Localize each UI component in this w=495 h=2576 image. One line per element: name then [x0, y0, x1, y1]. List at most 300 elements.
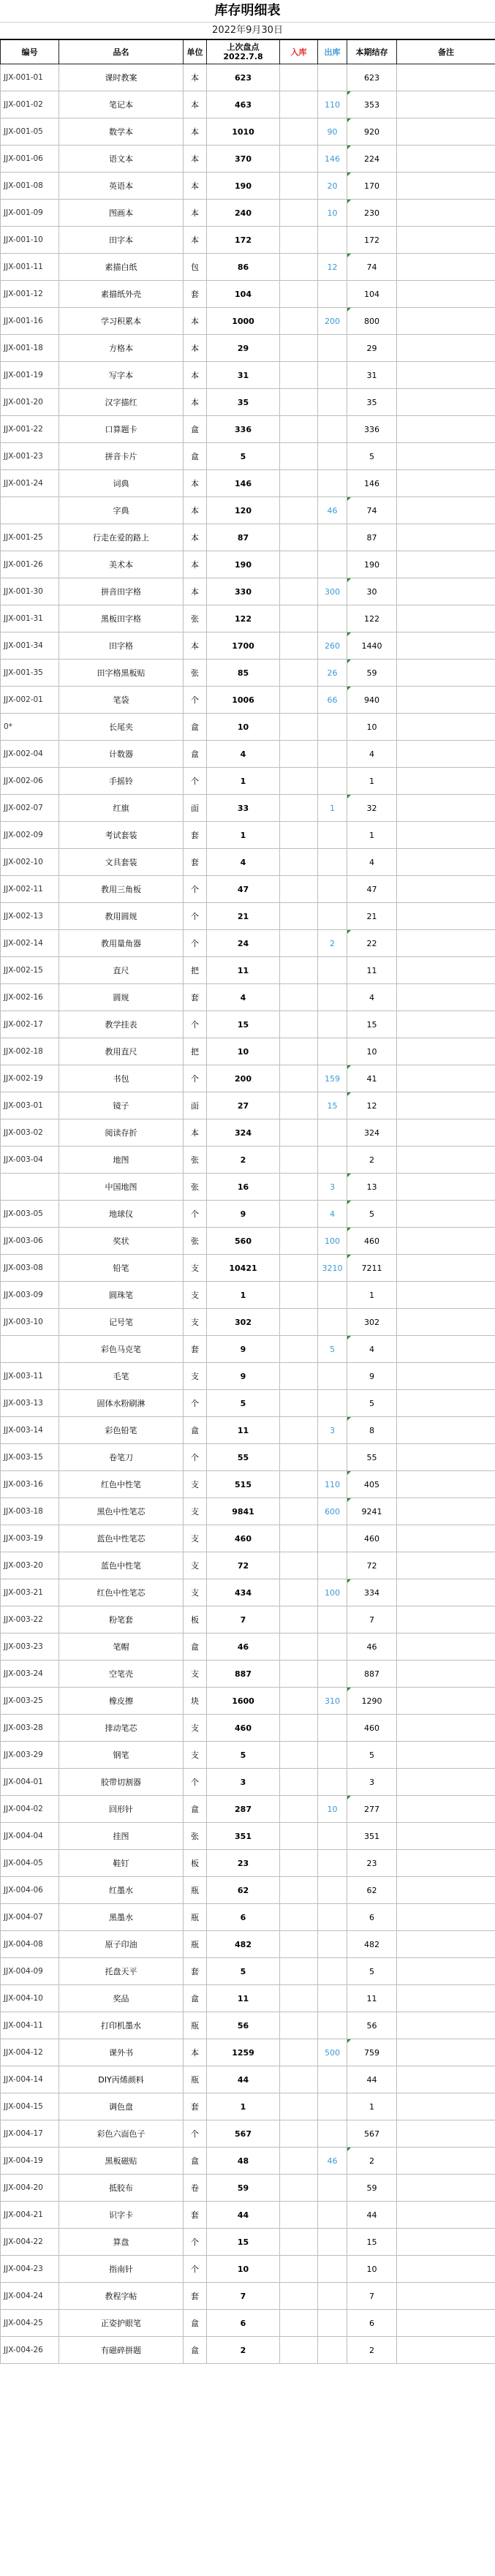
cell-in: [280, 1363, 318, 1390]
cell-name: 中国地图: [59, 1174, 184, 1201]
cell-stock: 1440: [347, 632, 397, 660]
cell-name: 长尾夹: [59, 714, 184, 741]
cell-in: [280, 1065, 318, 1092]
cell-out: 310: [318, 1688, 347, 1715]
cell-note: [397, 1363, 495, 1390]
cell-in: [280, 416, 318, 443]
cell-name: 蓝色中性笔芯: [59, 1525, 184, 1552]
cell-in: [280, 362, 318, 389]
cell-last-count: 72: [207, 1552, 280, 1579]
cell-last-count: 21: [207, 903, 280, 930]
cell-last-count: 567: [207, 2120, 280, 2148]
cell-unit: 支: [184, 1498, 207, 1525]
cell-note: [397, 470, 495, 497]
cell-name: 考试套装: [59, 822, 184, 849]
cell-code: JJX-003-15: [1, 1444, 59, 1471]
cell-last-count: 146: [207, 470, 280, 497]
cell-code: JJX-004-10: [1, 1985, 59, 2012]
cell-unit: 支: [184, 1525, 207, 1552]
cell-out: [318, 2310, 347, 2337]
cell-out: [318, 1633, 347, 1661]
table-row: [1, 822, 495, 849]
cell-in: [280, 389, 318, 416]
cell-out: [318, 1958, 347, 1985]
table-row: [1, 308, 495, 335]
cell-unit: 支: [184, 1742, 207, 1769]
cell-in: [280, 281, 318, 308]
cell-note: [397, 741, 495, 768]
cell-code: JJX-004-06: [1, 1877, 59, 1904]
cell-unit: 本: [184, 497, 207, 524]
cell-stock: 405: [347, 1471, 397, 1498]
table-row: [1, 1336, 495, 1363]
cell-note: [397, 362, 495, 389]
cell-last-count: 1259: [207, 2039, 280, 2066]
cell-name: 数学本: [59, 118, 184, 146]
cell-name: 奖状: [59, 1228, 184, 1255]
cell-in: [280, 2337, 318, 2364]
cell-out: 4: [318, 1201, 347, 1228]
cell-code: JJX-003-20: [1, 1552, 59, 1579]
cell-unit: 个: [184, 1011, 207, 1038]
cell-out: 300: [318, 578, 347, 605]
cell-last-count: 1600: [207, 1688, 280, 1715]
cell-note: [397, 1417, 495, 1444]
table-row: [1, 1174, 495, 1201]
header-note: 备注: [397, 40, 495, 64]
cell-name: 方格本: [59, 335, 184, 362]
cell-unit: 板: [184, 1606, 207, 1633]
cell-last-count: 1: [207, 768, 280, 795]
cell-out: [318, 1147, 347, 1174]
cell-stock: 224: [347, 146, 397, 173]
cell-in: [280, 1038, 318, 1065]
cell-name: 文具套装: [59, 849, 184, 876]
table-body: [1, 64, 495, 2364]
cell-code: JJX-003-08: [1, 1255, 59, 1282]
table-row: [1, 1661, 495, 1688]
cell-code: JJX-001-12: [1, 281, 59, 308]
cell-note: [397, 660, 495, 687]
table-row: [1, 1282, 495, 1309]
cell-code: JJX-002-04: [1, 741, 59, 768]
cell-stock: 46: [347, 1633, 397, 1661]
cell-note: [397, 578, 495, 605]
table-row: [1, 1390, 495, 1417]
cell-out: 100: [318, 1228, 347, 1255]
cell-unit: 个: [184, 2256, 207, 2283]
cell-last-count: 44: [207, 2202, 280, 2229]
table-row: [1, 254, 495, 281]
cell-out: [318, 876, 347, 903]
cell-name: 阅读存折: [59, 1119, 184, 1147]
cell-last-count: 9: [207, 1336, 280, 1363]
cell-stock: 104: [347, 281, 397, 308]
cell-code: JJX-001-24: [1, 470, 59, 497]
cell-note: [397, 173, 495, 200]
cell-stock: 72: [347, 1552, 397, 1579]
cell-stock: 13: [347, 1174, 397, 1201]
cell-last-count: 324: [207, 1119, 280, 1147]
cell-unit: 支: [184, 1363, 207, 1390]
cell-unit: 本: [184, 146, 207, 173]
cell-unit: 盒: [184, 741, 207, 768]
cell-code: JJX-002-09: [1, 822, 59, 849]
cell-name: 汉字描红: [59, 389, 184, 416]
cell-stock: 44: [347, 2202, 397, 2229]
cell-out: 90: [318, 118, 347, 146]
cell-stock: 7: [347, 2283, 397, 2310]
cell-note: [397, 1336, 495, 1363]
cell-in: [280, 1823, 318, 1850]
cell-in: [280, 903, 318, 930]
cell-note: [397, 2283, 495, 2310]
cell-code: JJX-004-12: [1, 2039, 59, 2066]
cell-unit: 本: [184, 551, 207, 578]
cell-note: [397, 1201, 495, 1228]
cell-code: JJX-001-18: [1, 335, 59, 362]
cell-stock: 9: [347, 1363, 397, 1390]
cell-code: JJX-003-23: [1, 1633, 59, 1661]
cell-last-count: 9: [207, 1201, 280, 1228]
cell-code: JJX-003-22: [1, 1606, 59, 1633]
cell-code: [1, 1336, 59, 1363]
cell-in: [280, 1201, 318, 1228]
cell-last-count: 6: [207, 1904, 280, 1931]
cell-out: [318, 1877, 347, 1904]
cell-last-count: 351: [207, 1823, 280, 1850]
table-row: [1, 1119, 495, 1147]
cell-last-count: 1010: [207, 118, 280, 146]
cell-stock: 460: [347, 1715, 397, 1742]
cell-name: 原子印油: [59, 1931, 184, 1958]
cell-note: [397, 2310, 495, 2337]
cell-in: [280, 2066, 318, 2093]
cell-name: 指南针: [59, 2256, 184, 2283]
cell-out: [318, 2229, 347, 2256]
cell-code: JJX-002-19: [1, 1065, 59, 1092]
cell-code: JJX-003-24: [1, 1661, 59, 1688]
cell-in: [280, 2175, 318, 2202]
cell-in: [280, 1715, 318, 1742]
cell-note: [397, 1498, 495, 1525]
table-row: [1, 2337, 495, 2364]
cell-in: [280, 984, 318, 1011]
cell-last-count: 190: [207, 173, 280, 200]
cell-note: [397, 146, 495, 173]
cell-in: [280, 1931, 318, 1958]
cell-in: [280, 1579, 318, 1606]
cell-in: [280, 741, 318, 768]
cell-name: 钢笔: [59, 1742, 184, 1769]
cell-unit: 套: [184, 822, 207, 849]
cell-in: [280, 2283, 318, 2310]
cell-code: JJX-002-17: [1, 1011, 59, 1038]
cell-in: [280, 64, 318, 91]
cell-unit: 个: [184, 687, 207, 714]
cell-last-count: 1: [207, 1282, 280, 1309]
table-row: [1, 849, 495, 876]
cell-unit: 本: [184, 632, 207, 660]
cell-name: 固体水粉刷淋: [59, 1390, 184, 1417]
cell-unit: 个: [184, 2229, 207, 2256]
cell-note: [397, 2337, 495, 2364]
cell-in: [280, 1742, 318, 1769]
cell-name: 教学挂表: [59, 1011, 184, 1038]
cell-out: [318, 1661, 347, 1688]
cell-unit: 本: [184, 578, 207, 605]
cell-note: [397, 443, 495, 470]
cell-unit: 套: [184, 281, 207, 308]
cell-stock: 74: [347, 497, 397, 524]
cell-last-count: 1006: [207, 687, 280, 714]
cell-unit: 本: [184, 389, 207, 416]
cell-name: 地图: [59, 1147, 184, 1174]
cell-stock: 277: [347, 1796, 397, 1823]
cell-out: [318, 470, 347, 497]
cell-note: [397, 849, 495, 876]
cell-note: [397, 1255, 495, 1282]
cell-last-count: 7: [207, 2283, 280, 2310]
cell-note: [397, 822, 495, 849]
table-row: [1, 1579, 495, 1606]
cell-note: [397, 335, 495, 362]
header-last-count-date: 2022.7.8: [223, 52, 263, 61]
cell-in: [280, 1147, 318, 1174]
cell-in: [280, 173, 318, 200]
cell-name: 粉笔套: [59, 1606, 184, 1633]
cell-note: [397, 1958, 495, 1985]
cell-last-count: 4: [207, 849, 280, 876]
cell-last-count: 29: [207, 335, 280, 362]
cell-unit: 支: [184, 1282, 207, 1309]
cell-out: [318, 768, 347, 795]
cell-in: [280, 1525, 318, 1552]
cell-in: [280, 876, 318, 903]
cell-code: JJX-001-01: [1, 64, 59, 91]
table-row: [1, 1552, 495, 1579]
table-row: [1, 1823, 495, 1850]
cell-last-count: 287: [207, 1796, 280, 1823]
cell-out: 260: [318, 632, 347, 660]
table-row: [1, 1958, 495, 1985]
table-row: [1, 578, 495, 605]
cell-in: [280, 1498, 318, 1525]
cell-stock: 30: [347, 578, 397, 605]
cell-note: [397, 1092, 495, 1119]
cell-out: [318, 1931, 347, 1958]
cell-unit: 本: [184, 335, 207, 362]
cell-out: [318, 1985, 347, 2012]
table-row: [1, 416, 495, 443]
cell-stock: 5: [347, 1390, 397, 1417]
cell-last-count: 15: [207, 2229, 280, 2256]
table-row: [1, 2039, 495, 2066]
cell-last-count: 23: [207, 1850, 280, 1877]
cell-last-count: 11: [207, 1417, 280, 1444]
cell-unit: 面: [184, 1092, 207, 1119]
cell-in: [280, 551, 318, 578]
cell-code: JJX-004-09: [1, 1958, 59, 1985]
cell-last-count: 9: [207, 1363, 280, 1390]
cell-stock: 29: [347, 335, 397, 362]
cell-stock: 10: [347, 714, 397, 741]
cell-note: [397, 2202, 495, 2229]
cell-stock: 74: [347, 254, 397, 281]
cell-in: [280, 1174, 318, 1201]
table-row: [1, 1769, 495, 1796]
cell-code: JJX-001-31: [1, 605, 59, 632]
table-row: [1, 443, 495, 470]
cell-name: 口算题卡: [59, 416, 184, 443]
cell-name: 鞋钉: [59, 1850, 184, 1877]
cell-in: [280, 2310, 318, 2337]
table-row: [1, 1201, 495, 1228]
table-row: [1, 64, 495, 91]
cell-unit: 本: [184, 2039, 207, 2066]
cell-code: JJX-001-25: [1, 524, 59, 551]
cell-stock: 4: [347, 741, 397, 768]
cell-note: [397, 551, 495, 578]
cell-code: JJX-002-18: [1, 1038, 59, 1065]
cell-unit: 个: [184, 1769, 207, 1796]
cell-stock: 2: [347, 2148, 397, 2175]
cell-note: [397, 1742, 495, 1769]
cell-unit: 盒: [184, 2337, 207, 2364]
cell-code: JJX-002-16: [1, 984, 59, 1011]
cell-name: 回形针: [59, 1796, 184, 1823]
cell-out: 1: [318, 795, 347, 822]
cell-stock: 15: [347, 1011, 397, 1038]
table-row: [1, 118, 495, 146]
cell-unit: 本: [184, 200, 207, 227]
cell-stock: 759: [347, 2039, 397, 2066]
cell-last-count: 11: [207, 1985, 280, 2012]
cell-out: [318, 524, 347, 551]
cell-unit: 本: [184, 362, 207, 389]
cell-note: [397, 227, 495, 254]
cell-last-count: 1700: [207, 632, 280, 660]
table-row: [1, 1606, 495, 1633]
cell-stock: 460: [347, 1525, 397, 1552]
cell-note: [397, 1633, 495, 1661]
cell-last-count: 16: [207, 1174, 280, 1201]
cell-stock: 5: [347, 443, 397, 470]
cell-in: [280, 714, 318, 741]
cell-stock: 6: [347, 2310, 397, 2337]
cell-name: 红旗: [59, 795, 184, 822]
cell-note: [397, 2012, 495, 2039]
cell-out: [318, 2093, 347, 2120]
cell-code: JJX-002-06: [1, 768, 59, 795]
cell-out: [318, 1606, 347, 1633]
cell-name: 直尺: [59, 957, 184, 984]
table-row: [1, 930, 495, 957]
header-name: 品名: [59, 40, 184, 64]
cell-stock: 6: [347, 1904, 397, 1931]
cell-in: [280, 632, 318, 660]
cell-out: [318, 2120, 347, 2148]
cell-note: [397, 1823, 495, 1850]
cell-stock: 302: [347, 1309, 397, 1336]
cell-code: JJX-004-24: [1, 2283, 59, 2310]
cell-code: JJX-002-15: [1, 957, 59, 984]
cell-last-count: 240: [207, 200, 280, 227]
cell-stock: 44: [347, 2066, 397, 2093]
cell-in: [280, 1985, 318, 2012]
cell-name: 调色盘: [59, 2093, 184, 2120]
cell-in: [280, 1119, 318, 1147]
cell-in: [280, 118, 318, 146]
cell-note: [397, 497, 495, 524]
cell-out: [318, 2283, 347, 2310]
cell-unit: 个: [184, 768, 207, 795]
cell-note: [397, 957, 495, 984]
cell-out: [318, 1904, 347, 1931]
cell-code: JJX-001-16: [1, 308, 59, 335]
cell-last-count: 85: [207, 660, 280, 687]
cell-code: JJX-004-05: [1, 1850, 59, 1877]
table-row: [1, 957, 495, 984]
table-row: [1, 1633, 495, 1661]
cell-note: [397, 903, 495, 930]
cell-out: [318, 362, 347, 389]
cell-unit: 瓶: [184, 1877, 207, 1904]
table-row: [1, 1147, 495, 1174]
cell-out: [318, 903, 347, 930]
header-out: 出库: [318, 40, 347, 64]
cell-note: [397, 2148, 495, 2175]
header-in: 入库: [280, 40, 318, 64]
cell-code: JJX-004-23: [1, 2256, 59, 2283]
cell-code: [1, 1174, 59, 1201]
cell-unit: 支: [184, 1471, 207, 1498]
cell-in: [280, 1850, 318, 1877]
cell-unit: 瓶: [184, 2066, 207, 2093]
cell-name: 空笔壳: [59, 1661, 184, 1688]
cell-name: 圆珠笔: [59, 1282, 184, 1309]
cell-last-count: 370: [207, 146, 280, 173]
cell-in: [280, 2012, 318, 2039]
table-row: [1, 2148, 495, 2175]
table-row: [1, 1877, 495, 1904]
cell-note: [397, 1147, 495, 1174]
cell-name: 镜子: [59, 1092, 184, 1119]
cell-unit: 个: [184, 876, 207, 903]
cell-last-count: 24: [207, 930, 280, 957]
cell-note: [397, 1282, 495, 1309]
cell-in: [280, 335, 318, 362]
cell-stock: 122: [347, 605, 397, 632]
cell-note: [397, 1904, 495, 1931]
table-row: [1, 876, 495, 903]
cell-unit: 盒: [184, 2310, 207, 2337]
cell-out: [318, 849, 347, 876]
cell-last-count: 5: [207, 1958, 280, 1985]
table-row: [1, 1931, 495, 1958]
cell-unit: 套: [184, 984, 207, 1011]
cell-unit: 支: [184, 1309, 207, 1336]
table-row: [1, 2093, 495, 2120]
cell-stock: 146: [347, 470, 397, 497]
cell-note: [397, 389, 495, 416]
cell-last-count: 5: [207, 1390, 280, 1417]
cell-name: 笔袋: [59, 687, 184, 714]
cell-stock: 23: [347, 1850, 397, 1877]
cell-unit: 套: [184, 1336, 207, 1363]
cell-out: 110: [318, 91, 347, 118]
cell-last-count: 87: [207, 524, 280, 551]
